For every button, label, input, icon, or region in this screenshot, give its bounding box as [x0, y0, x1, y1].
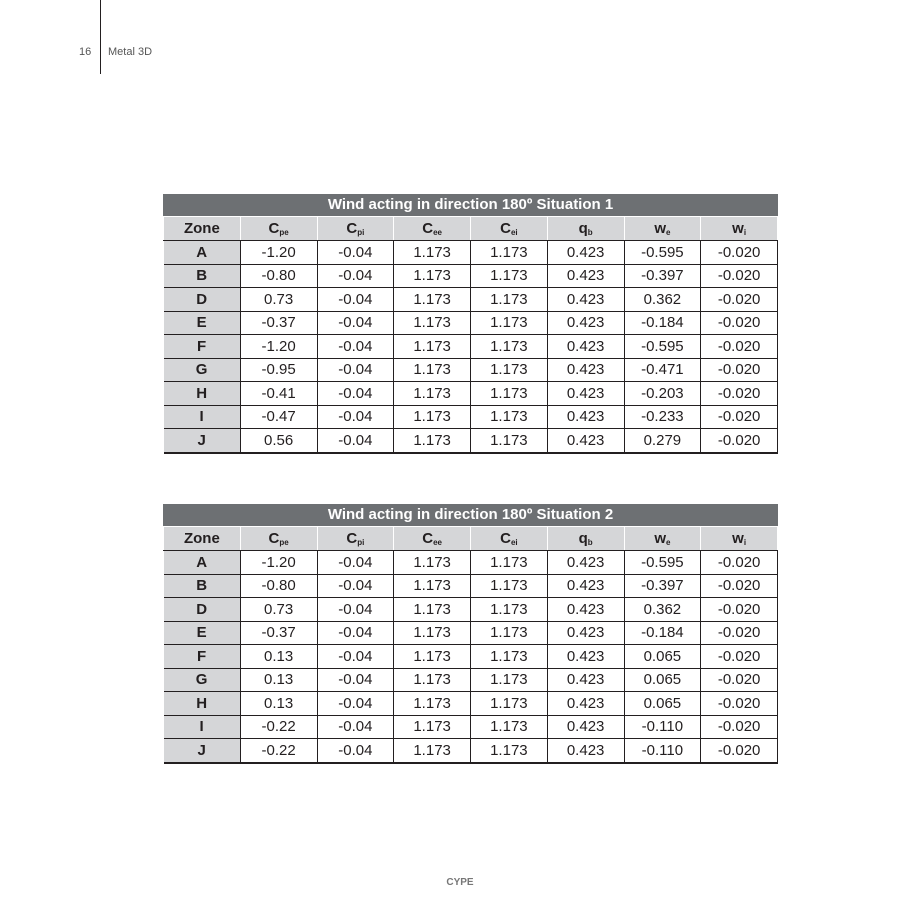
value-cell: 0.423: [547, 551, 624, 575]
table-row: [164, 288, 778, 312]
value-cell: 1.173: [394, 692, 471, 716]
zone-cell: F: [164, 335, 241, 359]
column-header-symbol: C: [346, 530, 358, 547]
column-header-subscript: pi: [357, 538, 365, 547]
value-cell: -0.22: [240, 739, 317, 763]
column-header-symbol: Zone: [183, 530, 220, 547]
value-cell: 1.173: [394, 264, 471, 288]
value-cell: 1.173: [394, 551, 471, 575]
table-row: [164, 692, 778, 716]
value-cell: -0.04: [317, 715, 394, 739]
value-cell: 0.423: [547, 311, 624, 335]
column-header-symbol: C: [346, 220, 358, 237]
value-cell: 1.173: [471, 335, 548, 359]
value-cell: 0.423: [547, 264, 624, 288]
value-cell: -0.595: [624, 551, 701, 575]
column-header: [317, 527, 394, 551]
value-cell: 0.13: [240, 668, 317, 692]
value-cell: -0.020: [701, 358, 778, 382]
column-header: [164, 527, 241, 551]
column-header-symbol: Zone: [183, 220, 220, 237]
zone-cell: I: [164, 715, 241, 739]
column-header-subscript: i: [743, 228, 747, 237]
value-cell: -0.595: [624, 335, 701, 359]
column-header: [701, 527, 778, 551]
value-cell: -0.020: [701, 692, 778, 716]
column-header-subscript: ei: [510, 538, 518, 547]
value-cell: -0.04: [317, 598, 394, 622]
zone-cell: G: [164, 358, 241, 382]
value-cell: -0.04: [317, 574, 394, 598]
value-cell: 0.423: [547, 692, 624, 716]
value-cell: -0.184: [624, 621, 701, 645]
value-cell: 0.423: [547, 574, 624, 598]
column-header-subscript: e: [665, 228, 671, 237]
wind-table-situation-2: [163, 504, 778, 764]
value-cell: 1.173: [394, 241, 471, 265]
column-header-symbol: C: [500, 530, 511, 547]
column-header: [240, 527, 317, 551]
table-row: [164, 551, 778, 575]
table-row: [164, 739, 778, 763]
value-cell: -0.020: [701, 645, 778, 669]
value-cell: -0.020: [701, 551, 778, 575]
zone-cell: B: [164, 574, 241, 598]
value-cell: -0.020: [701, 739, 778, 763]
zone-cell: A: [164, 241, 241, 265]
wind-table-situation-1: [163, 194, 778, 454]
value-cell: 1.173: [394, 645, 471, 669]
value-cell: -0.04: [317, 551, 394, 575]
value-cell: -0.110: [624, 739, 701, 763]
value-cell: -0.020: [701, 715, 778, 739]
column-header-symbol: w: [654, 220, 666, 237]
column-header-subscript: pe: [279, 228, 289, 237]
value-cell: 1.173: [394, 739, 471, 763]
column-header-subscript: b: [587, 228, 593, 237]
value-cell: 1.173: [471, 288, 548, 312]
zone-cell: D: [164, 598, 241, 622]
table-row: [164, 429, 778, 453]
value-cell: 1.173: [471, 739, 548, 763]
column-header-symbol: C: [422, 530, 434, 547]
footer-brand: CYPE: [446, 877, 474, 888]
value-cell: 1.173: [394, 668, 471, 692]
zone-cell: G: [164, 668, 241, 692]
value-cell: 0.065: [624, 668, 701, 692]
column-header-symbol: C: [268, 530, 280, 547]
value-cell: 0.423: [547, 288, 624, 312]
value-cell: -0.04: [317, 692, 394, 716]
table-row: [164, 335, 778, 359]
value-cell: 1.173: [394, 429, 471, 453]
column-header: [394, 217, 471, 241]
table-row: [164, 621, 778, 645]
value-cell: 0.065: [624, 645, 701, 669]
column-header-subscript: ei: [510, 228, 518, 237]
value-cell: -0.04: [317, 264, 394, 288]
column-header-symbol: q: [578, 220, 588, 237]
zone-cell: I: [164, 405, 241, 429]
value-cell: 0.73: [240, 598, 317, 622]
value-cell: -0.020: [701, 598, 778, 622]
value-cell: 1.173: [471, 692, 548, 716]
column-header: [624, 217, 701, 241]
value-cell: 0.423: [547, 739, 624, 763]
column-header-symbol: w: [732, 220, 744, 237]
column-header-symbol: C: [268, 220, 280, 237]
value-cell: -0.020: [701, 429, 778, 453]
value-cell: 0.065: [624, 692, 701, 716]
value-cell: -0.04: [317, 358, 394, 382]
value-cell: 0.423: [547, 382, 624, 406]
value-cell: -0.110: [624, 715, 701, 739]
value-cell: 1.173: [394, 621, 471, 645]
value-cell: -0.020: [701, 382, 778, 406]
value-cell: -0.020: [701, 311, 778, 335]
value-cell: 1.173: [471, 715, 548, 739]
table-row: [164, 668, 778, 692]
value-cell: 0.362: [624, 598, 701, 622]
section-title: Metal 3D: [108, 46, 153, 58]
column-header-subscript: b: [587, 538, 593, 547]
column-header: [471, 217, 548, 241]
value-cell: 0.279: [624, 429, 701, 453]
table-row: [164, 311, 778, 335]
value-cell: -0.203: [624, 382, 701, 406]
value-cell: 1.173: [471, 621, 548, 645]
zone-cell: H: [164, 382, 241, 406]
header-divider: [100, 0, 101, 74]
value-cell: -0.471: [624, 358, 701, 382]
value-cell: 1.173: [471, 241, 548, 265]
value-cell: 0.13: [240, 692, 317, 716]
value-cell: 0.423: [547, 621, 624, 645]
value-cell: 1.173: [471, 405, 548, 429]
value-cell: -0.04: [317, 739, 394, 763]
value-cell: -0.184: [624, 311, 701, 335]
value-cell: 0.13: [240, 645, 317, 669]
zone-cell: A: [164, 551, 241, 575]
value-cell: 1.173: [471, 358, 548, 382]
table-row: [164, 405, 778, 429]
value-cell: -0.020: [701, 405, 778, 429]
column-header: [164, 217, 241, 241]
zone-cell: E: [164, 311, 241, 335]
table-header-row: [164, 217, 778, 241]
value-cell: 1.173: [394, 405, 471, 429]
value-cell: 0.362: [624, 288, 701, 312]
table-row: [164, 241, 778, 265]
value-cell: -0.020: [701, 668, 778, 692]
value-cell: -0.020: [701, 241, 778, 265]
table-row: [164, 645, 778, 669]
table-header-row: [164, 527, 778, 551]
value-cell: -0.04: [317, 621, 394, 645]
table-row: [164, 574, 778, 598]
value-cell: 0.423: [547, 335, 624, 359]
column-header-subscript: e: [665, 538, 671, 547]
value-cell: -0.020: [701, 574, 778, 598]
value-cell: -0.80: [240, 264, 317, 288]
value-cell: 0.56: [240, 429, 317, 453]
value-cell: 1.173: [394, 598, 471, 622]
value-cell: 0.423: [547, 645, 624, 669]
value-cell: -1.20: [240, 335, 317, 359]
value-cell: -0.41: [240, 382, 317, 406]
zone-cell: F: [164, 645, 241, 669]
value-cell: -0.80: [240, 574, 317, 598]
value-cell: -0.04: [317, 335, 394, 359]
column-header-symbol: C: [422, 220, 434, 237]
value-cell: 1.173: [394, 288, 471, 312]
value-cell: -0.37: [240, 621, 317, 645]
value-cell: -0.04: [317, 405, 394, 429]
zone-cell: B: [164, 264, 241, 288]
value-cell: 0.423: [547, 715, 624, 739]
column-header: [240, 217, 317, 241]
table-row: [164, 598, 778, 622]
value-cell: 1.173: [394, 311, 471, 335]
value-cell: -0.020: [701, 621, 778, 645]
column-header: [547, 217, 624, 241]
value-cell: 1.173: [471, 574, 548, 598]
value-cell: 0.423: [547, 358, 624, 382]
value-cell: -1.20: [240, 551, 317, 575]
value-cell: 1.173: [394, 382, 471, 406]
value-cell: -0.04: [317, 288, 394, 312]
value-cell: 0.423: [547, 241, 624, 265]
column-header: [317, 217, 394, 241]
value-cell: -0.233: [624, 405, 701, 429]
column-header: [547, 527, 624, 551]
table-title: Wind acting in direction 180º Situation 2: [163, 504, 778, 526]
value-cell: -0.22: [240, 715, 317, 739]
column-header-subscript: i: [743, 538, 747, 547]
value-cell: 1.173: [394, 335, 471, 359]
zone-cell: H: [164, 692, 241, 716]
zone-cell: E: [164, 621, 241, 645]
zone-cell: D: [164, 288, 241, 312]
column-header-subscript: ee: [433, 228, 442, 237]
table-row: [164, 264, 778, 288]
value-cell: 0.73: [240, 288, 317, 312]
value-cell: -0.020: [701, 288, 778, 312]
column-header-symbol: C: [500, 220, 511, 237]
value-cell: -0.397: [624, 574, 701, 598]
table-row: [164, 382, 778, 406]
value-cell: -0.020: [701, 335, 778, 359]
value-cell: 0.423: [547, 668, 624, 692]
value-cell: 1.173: [471, 668, 548, 692]
value-cell: 1.173: [394, 358, 471, 382]
value-cell: 1.173: [394, 715, 471, 739]
value-cell: 1.173: [471, 551, 548, 575]
value-cell: -0.595: [624, 241, 701, 265]
column-header-symbol: q: [578, 530, 588, 547]
value-cell: -0.37: [240, 311, 317, 335]
zone-cell: J: [164, 429, 241, 453]
column-header-symbol: w: [654, 530, 666, 547]
value-cell: 1.173: [471, 264, 548, 288]
value-cell: 1.173: [471, 645, 548, 669]
value-cell: -0.95: [240, 358, 317, 382]
table-row: [164, 358, 778, 382]
value-cell: -0.47: [240, 405, 317, 429]
column-header: [624, 527, 701, 551]
column-header-subscript: pi: [357, 228, 365, 237]
column-header-subscript: pe: [279, 538, 289, 547]
value-cell: 1.173: [471, 311, 548, 335]
column-header: [701, 217, 778, 241]
value-cell: -0.04: [317, 429, 394, 453]
table-row: [164, 715, 778, 739]
column-header: [471, 527, 548, 551]
value-cell: 0.423: [547, 405, 624, 429]
value-cell: -0.04: [317, 645, 394, 669]
value-cell: -0.04: [317, 382, 394, 406]
value-cell: 1.173: [471, 598, 548, 622]
value-cell: 0.423: [547, 598, 624, 622]
zone-cell: J: [164, 739, 241, 763]
page-number: 16: [79, 46, 92, 58]
value-cell: 1.173: [471, 382, 548, 406]
value-cell: -0.04: [317, 311, 394, 335]
value-cell: 1.173: [394, 574, 471, 598]
value-cell: -0.04: [317, 241, 394, 265]
value-cell: -0.020: [701, 264, 778, 288]
value-cell: -0.397: [624, 264, 701, 288]
value-cell: 1.173: [471, 429, 548, 453]
value-cell: -0.04: [317, 668, 394, 692]
value-cell: -1.20: [240, 241, 317, 265]
column-header: [394, 527, 471, 551]
column-header-symbol: w: [732, 530, 744, 547]
value-cell: 0.423: [547, 429, 624, 453]
table-title: Wind acting in direction 180º Situation 1: [163, 194, 778, 216]
column-header-subscript: ee: [433, 538, 442, 547]
